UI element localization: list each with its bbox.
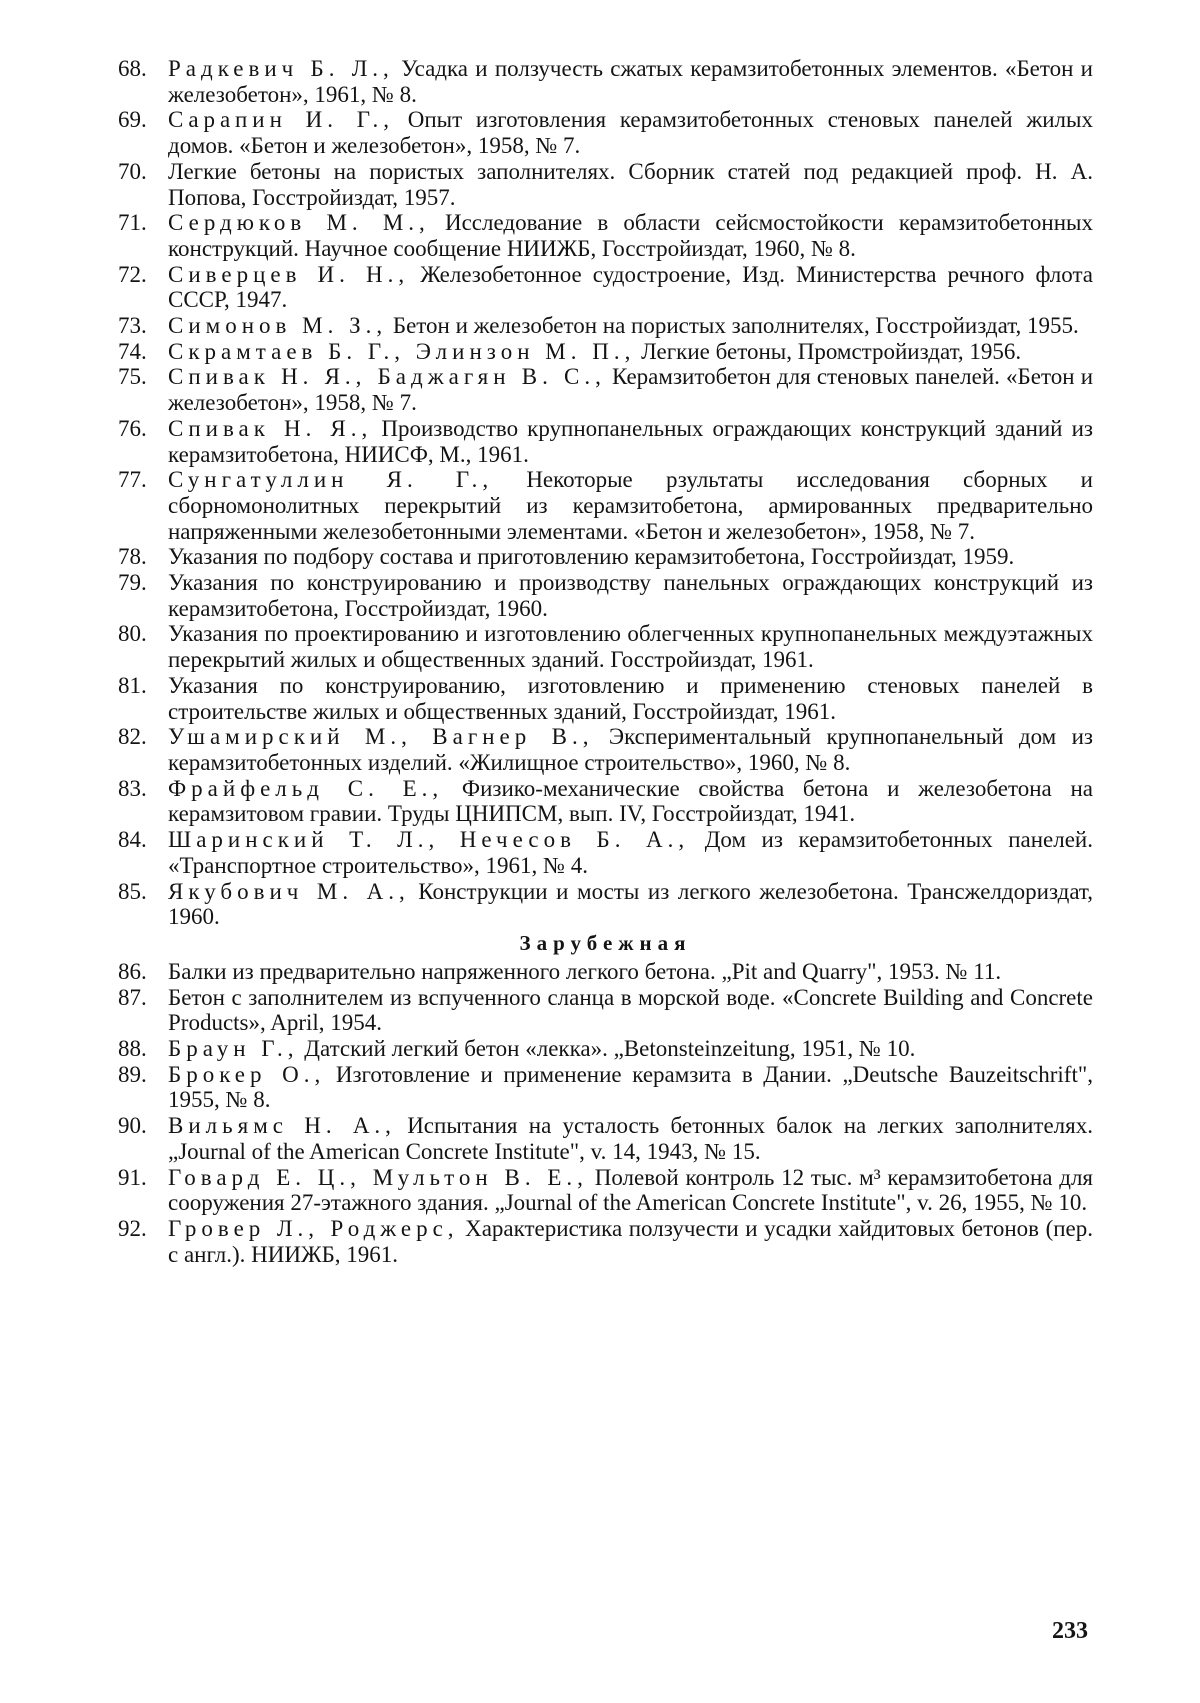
reference-author: Радкевич Б. Л.,	[168, 56, 394, 81]
reference-text: Исследование в области сейсмостойкости керамзитобетонных конструкций. Научное сообщение НИИЖБ, Госстройиздат, 1960, № 8.	[168, 210, 1093, 261]
reference-author: Говард Е. Ц., Мультон В. Е.,	[168, 1164, 588, 1190]
reference-text: Некоторые рзультаты исследования сборных и сборномонолитных перекрытий из керамзитобетона, армированных предварительно напряженными железобетонными элементами. «Бетон и железобетон», 1958, № 7.	[168, 467, 1093, 544]
reference-number: 68.	[118, 56, 147, 81]
reference-entry	[118, 416, 1093, 467]
reference-entry	[118, 467, 1093, 544]
reference-author: Ушамирский М., Вагнер В.,	[168, 724, 594, 750]
reference-text: Железобетонное судостроение, Изд. Министерства речного флота СССР, 1947.	[168, 261, 1093, 313]
reference-number: 69.	[118, 107, 147, 133]
section-heading-foreign: Зарубежная	[519, 930, 692, 955]
reference-entry	[118, 1062, 1093, 1113]
reference-author: Сунгатуллин Я. Г.,	[168, 467, 494, 493]
reference-entry	[118, 56, 1093, 107]
reference-body	[168, 467, 1093, 544]
reference-number: 71.	[118, 210, 147, 236]
reference-author: Сердюков М. М.,	[168, 210, 430, 236]
reference-entry	[118, 724, 1093, 775]
reference-text: Датский легкий бетон «лекка». „Betonsteinzeitung, 1951, № 10.	[298, 1036, 916, 1062]
reference-number: 90.	[118, 1113, 147, 1139]
reference-body	[168, 313, 1093, 339]
reference-entry	[118, 985, 1093, 1036]
reference-number: 72.	[118, 261, 147, 287]
reference-body	[168, 959, 1093, 985]
reference-author: Сиверцев И. Н.,	[168, 261, 410, 287]
reference-text: Указания по проектированию и изготовлению облегченных крупнопанельных междуэтажных перекрытий жилых и общественных зданий. Госстройиздат, 1961.	[168, 621, 1093, 673]
reference-author: Спивак Н. Я.,	[168, 415, 373, 441]
reference-entry	[118, 313, 1093, 339]
domestic-references	[118, 56, 1093, 930]
reference-author: Брокер О.,	[168, 1061, 326, 1087]
reference-entry	[118, 879, 1093, 930]
reference-body	[168, 262, 1093, 313]
foreign-references	[118, 959, 1093, 1267]
reference-body	[168, 827, 1093, 878]
reference-entry	[118, 570, 1093, 621]
reference-text: Указания по конструированию и производству панельных ограждающих конструкций из керамзитобетона, Госстройиздат, 1960.	[168, 570, 1093, 621]
reference-entry	[118, 1113, 1093, 1164]
reference-text: Бетон с заполнителем из вспученного сланца в морской воде. «Concrete Building and Concrete Products», April, 1954.	[168, 984, 1093, 1036]
reference-author: Спивак Н. Я., Баджагян В. С.,	[168, 364, 606, 390]
reference-text: Указания по конструированию, изготовлению и применению стеновых панелей в строительстве жилых и общественных зданий, Госстройиздат, 1961.	[168, 672, 1093, 724]
reference-entry	[118, 959, 1093, 985]
reference-body	[168, 1165, 1093, 1216]
reference-number: 89.	[118, 1061, 147, 1087]
reference-number: 88.	[118, 1036, 147, 1062]
reference-number: 79.	[118, 570, 147, 596]
reference-number: 84.	[118, 827, 147, 853]
reference-body	[168, 364, 1093, 415]
reference-number: 77.	[118, 467, 147, 493]
reference-entry	[118, 159, 1093, 210]
reference-text: Изготовление и применение керамзита в Дании. „Deutsche Bauzeitschrift", 1955, № 8.	[168, 1061, 1093, 1113]
reference-text: Производство крупнопанельных ограждающих конструкций зданий из керамзитобетона, НИИСФ, М., 1961.	[168, 415, 1093, 467]
reference-body	[168, 673, 1093, 724]
reference-number: 73.	[118, 313, 147, 339]
reference-text: Дом из керамзитобетонных панелей. «Транспортное строительство», 1961, № 4.	[168, 827, 1093, 878]
reference-body	[168, 544, 1093, 570]
page-number: 233	[1052, 1618, 1088, 1644]
reference-body	[168, 570, 1093, 621]
reference-number: 74.	[118, 338, 147, 364]
reference-entry	[118, 339, 1093, 365]
reference-text: Испытания на усталость бетонных балок на легких заполнителях. „Journal of the American Concrete Institute", v. 14, 1943, № 15.	[168, 1113, 1093, 1164]
reference-author: Сарапин И. Г.,	[168, 107, 394, 133]
reference-text: Легкие бетоны на пористых заполнителях. Сборник статей под редакцией проф. Н. А. Попова, Госстройиздат, 1957.	[168, 158, 1093, 210]
reference-text: Керамзитобетон для стеновых панелей. «Бетон и железобетон», 1958, № 7.	[168, 364, 1094, 416]
reference-number: 81.	[118, 672, 147, 698]
reference-author: Фрайфельд С. Е.,	[168, 775, 444, 801]
reference-entry	[118, 776, 1093, 827]
reference-body	[168, 724, 1093, 775]
reference-number: 83.	[118, 775, 147, 801]
reference-text: Легкие бетоны, Промстройиздат, 1956.	[635, 338, 1022, 364]
reference-body	[168, 416, 1093, 467]
reference-entry	[118, 673, 1093, 724]
reference-text: Усадка и ползучесть сжатых керамзитобетонных элементов. «Бетон и железобетон», 1961, № 8.	[168, 56, 1093, 107]
reference-number: 82.	[118, 724, 147, 750]
reference-entry	[118, 621, 1093, 672]
reference-number: 76.	[118, 415, 147, 441]
reference-text: Полевой контроль 12 тыс. м³ керамзитобетона для сооружения 27-этажного здания. „Journal of the American Concrete Institute", v. 26, 1955, № 10.	[168, 1164, 1093, 1216]
reference-text: Бетон и железобетон на пористых заполнителях, Госстройиздат, 1955.	[387, 313, 1079, 339]
reference-author: Браун Г.,	[168, 1036, 299, 1062]
reference-author: Якубович М. А.,	[168, 878, 410, 904]
reference-list	[118, 56, 1093, 1267]
reference-body	[168, 107, 1093, 158]
reference-author: Шаринский Т. Л., Нечесов Б. А.,	[168, 827, 690, 853]
reference-body	[168, 985, 1093, 1036]
reference-entry	[118, 1216, 1093, 1267]
reference-entry	[118, 107, 1093, 158]
reference-number: 87.	[118, 984, 147, 1010]
reference-body	[168, 621, 1093, 672]
reference-text: Характеристика ползучести и усадки хайдитовых бетонов (пер. с англ.). НИИЖБ, 1961.	[168, 1215, 1093, 1267]
reference-body	[168, 1036, 1093, 1062]
reference-text: Конструкции и мосты из легкого железобетона. Трансжелдориздат, 1960.	[168, 878, 1093, 930]
reference-body	[168, 56, 1093, 107]
reference-author: Скрамтаев Б. Г., Элинзон М. П.,	[168, 338, 636, 364]
reference-body	[168, 1062, 1093, 1113]
reference-entry	[118, 1036, 1093, 1062]
reference-body	[168, 776, 1093, 827]
reference-entry	[118, 827, 1093, 878]
reference-number: 92.	[118, 1215, 147, 1241]
reference-entry	[118, 210, 1093, 261]
reference-author: Симонов М. З.,	[168, 313, 388, 339]
reference-body	[168, 339, 1093, 365]
reference-text: Опыт изготовления керамзитобетонных стеновых панелей жилых домов. «Бетон и железобетон», 1958, № 7.	[168, 107, 1093, 159]
reference-number: 70.	[118, 158, 147, 184]
reference-text: Физико-механические свойства бетона и железобетона на керамзитовом гравии. Труды ЦНИПСМ, вып. IV, Госстройиздат, 1941.	[168, 775, 1093, 827]
reference-number: 78.	[118, 544, 147, 570]
reference-text: Экспериментальный крупнопанельный дом из керамзитобетонных изделий. «Жилищное строительство», 1960, № 8.	[168, 724, 1093, 775]
reference-body	[168, 159, 1093, 210]
reference-body	[168, 1216, 1093, 1267]
reference-number: 75.	[118, 364, 147, 390]
reference-body	[168, 1113, 1093, 1164]
reference-text: Указания по подбору состава и приготовлению керамзитобетона, Госстройиздат, 1959.	[168, 544, 1015, 570]
reference-number: 80.	[118, 621, 147, 647]
reference-body	[168, 210, 1093, 261]
reference-text: Балки из предварительно напряженного легкого бетона. „Pit and Quarry", 1953. № 11.	[168, 958, 1002, 984]
reference-number: 86.	[118, 958, 147, 984]
reference-entry	[118, 1165, 1093, 1216]
reference-author: Гровер Л., Роджерс,	[168, 1215, 459, 1241]
reference-number: 91.	[118, 1164, 147, 1190]
reference-author: Вильямс Н. А.,	[168, 1113, 396, 1139]
reference-entry	[118, 544, 1093, 570]
reference-entry	[118, 262, 1093, 313]
reference-body	[168, 879, 1093, 930]
reference-number: 85.	[118, 878, 147, 904]
reference-entry	[118, 364, 1093, 415]
